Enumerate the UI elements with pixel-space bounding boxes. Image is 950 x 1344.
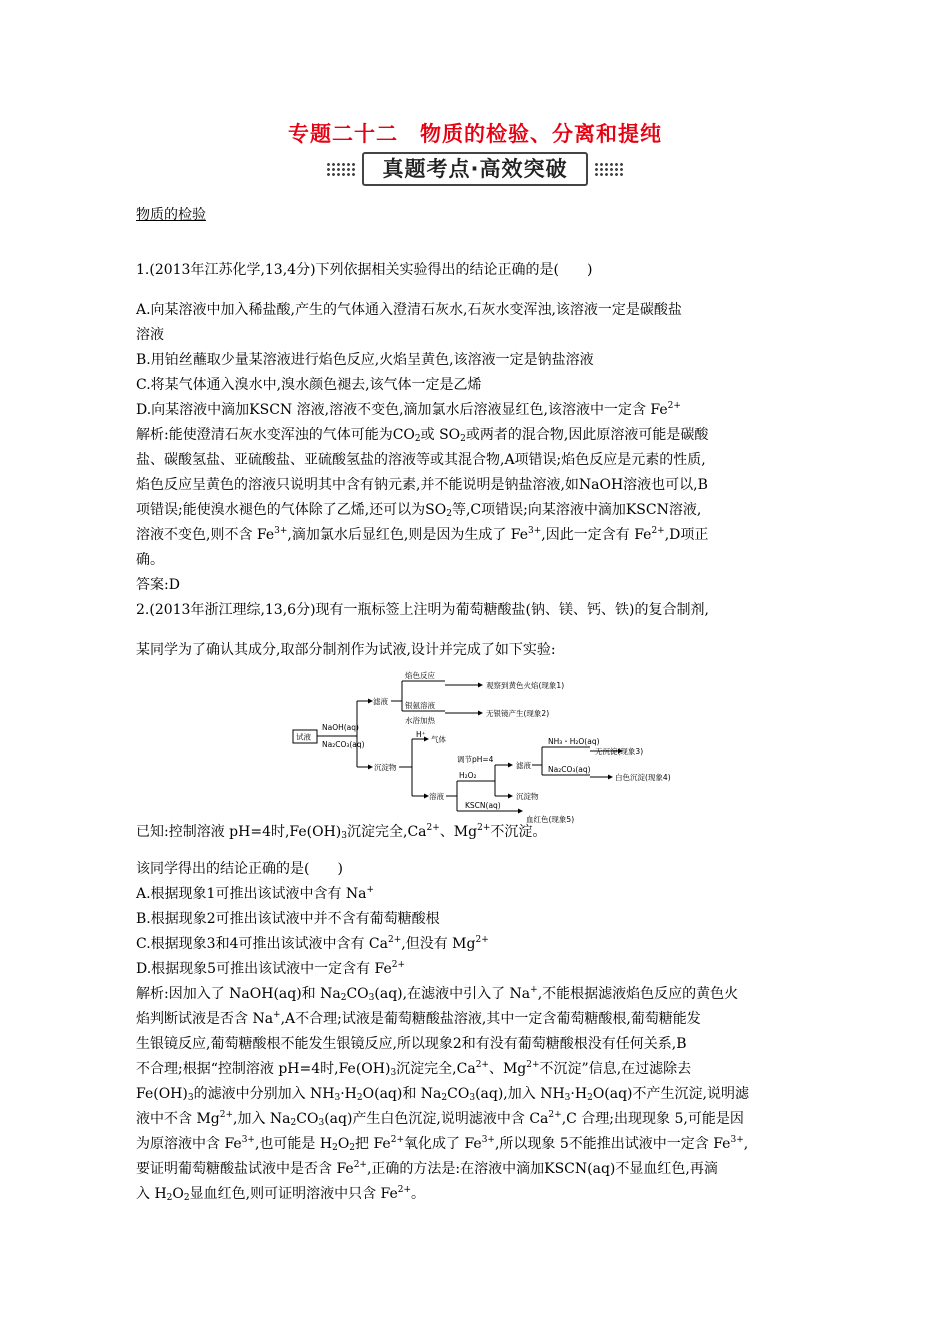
- question-stem: 2.(2013年浙江理综,13,6分)现有一瓶标签上注明为葡萄糖酸盐(钠、镁、钙、铁)的复合制剂,: [136, 602, 709, 618]
- explanation-line: 焰判断试液是否含 Na+,A不合理;试液是葡萄糖酸盐溶液,其中一定含葡萄糖酸根,葡萄糖能发: [136, 1010, 701, 1027]
- option-a: A.向某溶液中加入稀盐酸,产生的气体通入澄清石灰水,石灰水变浑浊,该溶液一定是碳酸盐: [136, 302, 682, 318]
- flow-label-xianxiang1: 观察到黄色火焰(现象1): [486, 681, 565, 690]
- option-a-cont: 溶液: [136, 327, 164, 343]
- flow-label-yinan: 银氨溶液: [405, 701, 435, 710]
- question-1: [136, 258, 816, 283]
- flow-label-na2co3b: Na₂CO₃(aq): [548, 765, 591, 774]
- question-1-body: [136, 298, 816, 598]
- explanation-line: 解析:因加入了 NaOH(aq)和 $Na_2CO_3(aq)$,在滤液中引入了 Na+,不能根据滤液焰色反应的黄色火: [136, 985, 739, 1003]
- flow-label-xianxiang2: 无银镜产生(现象2): [486, 709, 550, 718]
- flow-label-qiti: 气体: [431, 735, 446, 744]
- explanation-line: 溶液不变色,则不含 $Fe^{3+}$,滴加氯水后显红色,则是因为生成了 $Fe^{3+}$,因此一定含有 $Fe^{2+},D$项正: [136, 526, 709, 543]
- explanation-line: 液中不含 $Mg^{2+}$,加入 $Na_2CO_3(aq)$产生白色沉淀,说明滤液中含 $Ca^{2+},C$ 合理;出现现象 5,可能是因: [136, 1110, 744, 1128]
- flow-label-shiye: 试液: [296, 732, 311, 742]
- question-2-body: [136, 857, 816, 1207]
- experiment-flowchart: [290, 671, 680, 826]
- question-2-stem-cont: [136, 638, 816, 663]
- flow-label-rongye: 溶液: [429, 792, 444, 801]
- flow-label-lvye2: 滤液: [516, 761, 531, 770]
- flow-label-naoh: NaOH(aq): [322, 723, 359, 732]
- dots-decoration-left: [326, 162, 356, 176]
- option-d: D.向某溶液中滴加KSCN 溶液,溶液不变色,滴加氯水后溶液显红色,该溶液中一定含 $Fe^{2+}$: [136, 401, 681, 418]
- option-b: B.用铂丝蘸取少量某溶液进行焰色反应,火焰呈黄色,该溶液一定是钠盐溶液: [136, 352, 594, 368]
- banner-area: [0, 152, 950, 192]
- flow-label-na2co3: Na₂CO₃(aq): [322, 740, 365, 749]
- flow-label-hplus: H⁺: [416, 730, 426, 739]
- question-2-stem: [136, 598, 816, 623]
- flow-label-ph: 调节pH=4: [457, 755, 494, 764]
- flow-label-xianxiang3: 无沉淀(现象3): [595, 747, 644, 756]
- question-stem: 1.(2013年江苏化学,13,4分)下列依据相关实验得出的结论正确的是( ): [136, 262, 593, 278]
- flow-label-xianxiang5: 血红色(现象5): [526, 815, 575, 824]
- flow-label-chendian2: 沉淀物: [516, 792, 539, 801]
- page-title: 专题二十二 物质的检验、分离和提纯: [288, 122, 662, 146]
- option-c: C.将某气体通入溴水中,溴水颜色褪去,该气体一定是乙烯: [136, 377, 482, 393]
- explanation-line: 要证明葡萄糖酸盐试液中是否含 $Fe^{2+}$,正确的方法是:在溶液中滴加KSCN(aq)不显血红色,再滴: [136, 1160, 718, 1177]
- flow-label-h2o2: H₂O₂: [459, 771, 477, 780]
- explanation-line: 项错误;能使溴水褪色的气体除了乙烯,还可以为$SO_2$等,C项错误;向某溶液中滴加KSCN溶液,: [136, 502, 702, 519]
- flow-label-yanse: 焰色反应: [405, 671, 435, 680]
- flow-label-nh3: NH₃・H₂O(aq): [548, 737, 600, 746]
- question-stem: 某同学为了确认其成分,取部分制剂作为试液,设计并完成了如下实验:: [136, 642, 556, 658]
- explanation-line: 焰色反应呈黄色的溶液只说明其中含有钠元素,并不能说明是钠盐溶液,如NaOH溶液也可以,B: [136, 477, 708, 493]
- option-c: C.根据现象3和4可推出该试液中含有 $Ca^{2+}$,但没有 $Mg^{2+}$: [136, 935, 489, 952]
- flow-label-kscn: KSCN(aq): [465, 801, 501, 810]
- explanation-line: 入 $H_2O_2$显血红色,则可证明溶液中只含 $Fe^{2+}$。: [136, 1185, 426, 1203]
- dots-decoration-right: [594, 162, 624, 176]
- answer: 答案:D: [136, 577, 180, 593]
- known-info: [136, 820, 816, 845]
- explanation-line: $Fe(OH)_3$的滤液中分别加入 $NH_3\cdot H_2O(aq)$和 $Na_2CO_3(aq)$,加入 $NH_3\cdot H_2O(aq)$不产生沉淀,说明滤: [136, 1086, 749, 1103]
- explanation-line: 生银镜反应,葡萄糖酸根不能发生银镜反应,所以现象2和有没有葡萄糖酸根没有任何关系,B: [136, 1036, 687, 1052]
- section-banner: 真题考点·高效突破: [362, 152, 588, 186]
- known-line: 已知:控制溶液 pH=4时$,Fe(OH)_3$沉淀完全$,Ca^{2+}$、$Mg^{2+}$不沉淀。: [136, 823, 547, 841]
- flow-label-chendian: 沉淀物: [374, 763, 397, 772]
- flow-label-xianxiang4: 白色沉淀(现象4): [615, 773, 671, 782]
- explanation-line: 解析:能使澄清石灰水变浑浊的气体可能为$CO_2$或 $SO_2$或两者的混合物,因此原溶液可能是碳酸: [136, 427, 709, 444]
- option-d: D.根据现象5可推出该试液中一定含有 $Fe^{2+}$: [136, 960, 406, 977]
- explanation-line: 为原溶液中含 $Fe^{3+}$,也可能是 $H_2O_2$把 $Fe^{2+}$氧化成了 $Fe^{3+}$,所以现象 5不能推出试液中一定含 $Fe^{3+}$,: [136, 1135, 749, 1153]
- question-ask: 该同学得出的结论正确的是( ): [136, 861, 343, 877]
- flow-label-lvye: 滤液: [373, 697, 388, 706]
- flow-label-shuiyu: 水浴加热: [405, 716, 435, 725]
- option-b: B.根据现象2可推出该试液中并不含有葡萄糖酸根: [136, 911, 440, 927]
- explanation-line: 不合理;根据“控制溶液 pH=4时$,Fe(OH)_3$沉淀完全$,Ca^{2+}$、$Mg^{2+}$不沉淀”信息,在过滤除去: [136, 1060, 692, 1078]
- option-a: A.根据现象1可推出该试液中含有 Na+: [136, 885, 375, 902]
- explanation-line: 盐、碳酸氢盐、亚硫酸盐、亚硫酸氢盐的溶液等或其混合物,A项错误;焰色反应是元素的性质,: [136, 452, 706, 468]
- section-heading: 物质的检验: [136, 207, 206, 223]
- explanation-line: 确。: [136, 552, 164, 568]
